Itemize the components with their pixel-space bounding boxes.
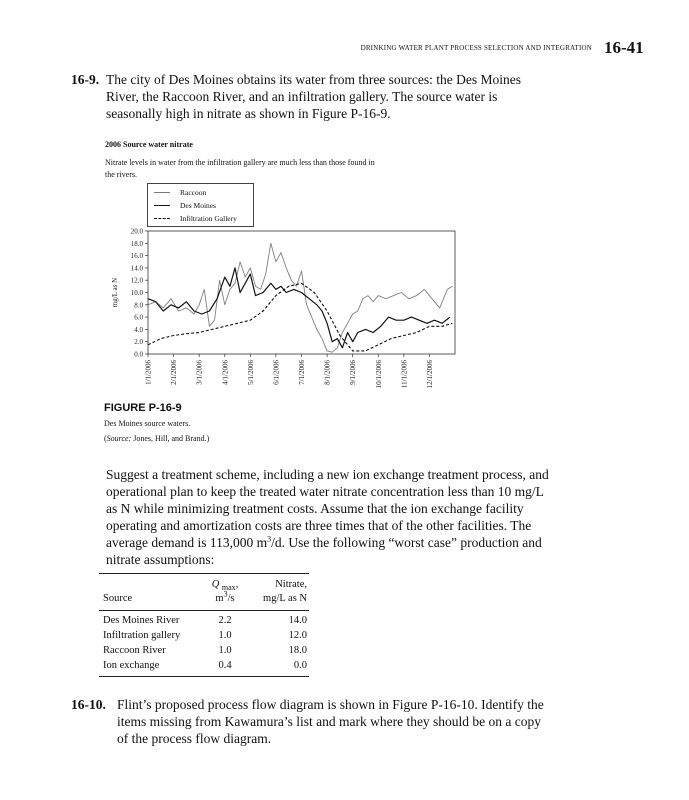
table-cell-nitrate: 18.0 [288,645,307,656]
problem-number: 16-9. [71,72,100,87]
q-unit-rest: /s [227,593,235,604]
table-cell-source: Infiltration gallery [103,630,181,641]
y-tick-label: 18.0 [130,239,143,248]
y-tick-label: 16.0 [130,252,143,261]
y-tick-label: 2.0 [134,338,143,347]
legend-line-raccoon [154,192,170,193]
table-top-rule [99,573,309,574]
x-tick-label: 10/1/2006 [374,360,383,389]
x-tick-label: 8/1/2006 [323,360,332,385]
page-number: 16-41 [604,38,644,57]
x-tick-label: 3/1/2006 [195,360,204,385]
q-unit-sup: 3 [223,589,228,599]
y-tick-label: 20.0 [130,227,143,236]
legend-entry-raccoon [154,186,206,198]
legend-line-des-moines [154,205,170,206]
x-tick-label: 11/1/2006 [400,360,409,389]
table-cell-nitrate: 12.0 [288,630,307,641]
table-header-rule [99,610,309,611]
header-nitrate-line1: Nitrate, [275,579,307,590]
table-bottom-rule [99,676,309,677]
series-line-infiltration-gallery [148,283,452,351]
legend-label: Raccoon [180,187,207,197]
x-tick-label: 7/1/2006 [298,360,306,385]
x-tick-label: 2/1/2006 [170,360,179,385]
x-tick-label: 9/1/2006 [349,360,358,385]
legend-entry-des-moines [154,199,216,211]
nitrate-line-chart [95,225,465,400]
x-tick-label: 6/1/2006 [272,360,281,385]
x-tick-label: 1/1/2006 [144,360,153,385]
source-open: ( [104,434,107,443]
table-cell-source: Raccoon River [103,645,166,656]
source-label: Source: [106,434,132,443]
y-tick-label: 4.0 [134,325,143,334]
table-cell-q: 2.2 [218,615,232,626]
header-source: Source [103,593,133,604]
table-cell-q: 1.0 [218,645,232,656]
y-tick-label: 8.0 [134,301,143,310]
problem-16-9-instructions [106,466,556,568]
problem-text: Flint’s proposed process flow diagram is shown in Figure P-16-10. Identify the items missing from Kawamura’s list and mark where they should be on a copy of the process flow diagram. [117,697,544,746]
figure-source [104,434,209,443]
table-cell-source: Des Moines River [103,615,180,626]
figure-caption-subtitle: Des Moines source waters. [104,419,191,428]
chart-title: 2006 Source water nitrate [105,140,193,149]
legend-label: Infiltration Gallery [180,213,237,223]
header-nitrate-line2: mg/L as N [263,593,307,604]
table-cell-nitrate: 0.0 [293,660,307,671]
legend-entry-infiltration [154,212,237,224]
instructions-superscript: 3 [267,534,272,544]
y-tick-label: 6.0 [134,313,143,322]
table-cell-nitrate: 14.0 [288,615,307,626]
legend-label: Des Moines [180,200,217,210]
table-cell-q: 0.4 [218,660,232,671]
table-cell-q: 1.0 [218,630,232,641]
q-comma: , [235,579,239,590]
y-tick-label: 10.0 [130,289,143,297]
table-cell-source: Ion exchange [103,660,160,671]
running-header: DRINKING WATER PLANT PROCESS SELECTION AND INTEGRATION [360,44,592,52]
chart-subtitle: Nitrate levels in water from the infiltration gallery are much less than those found in the rivers. [105,158,375,179]
figure-caption: FIGURE P-16-9 [104,402,182,414]
problem-number: 16-10. [71,697,106,712]
chart-legend [147,183,254,227]
instructions-text-end: /d. Use the following “worst case” production and nitrate assumptions: [106,535,542,567]
source-text: Jones, Hill, and Brand.) [131,434,210,443]
y-tick-label: 12.0 [130,276,143,285]
legend-line-infiltration [154,218,170,219]
y-tick-label: 0.0 [134,350,143,359]
y-tick-label: 14.0 [130,264,143,273]
series-line-raccoon [148,243,452,352]
instructions-text: Suggest a treatment scheme, including a new ion exchange treatment process, and operational plan to keep the treated water nitrate concentration less than 10 mg/L as N while minimizing treatment costs. Assume that the ion exchange facility operating and amortization costs are three times that of the other facilities. The average demand is 113,000 m [106,467,549,550]
x-tick-label: 5/1/2006 [246,360,255,385]
header-q-unit [203,589,247,604]
x-tick-label: 4/1/2006 [221,360,230,385]
x-tick-label: 12/1/2006 [425,360,434,389]
problem-text: The city of Des Moines obtains its water from three sources: the Des Moines River, the Raccoon River, and an infiltration gallery. The source water is seasonally high in nitrate as shown in Figure P-16-9. [106,72,522,121]
y-axis-label: mg/L as N [111,277,119,308]
q-symbol: Q [211,579,220,590]
q-unit: m [215,593,224,604]
q-subscript: max [221,583,236,593]
